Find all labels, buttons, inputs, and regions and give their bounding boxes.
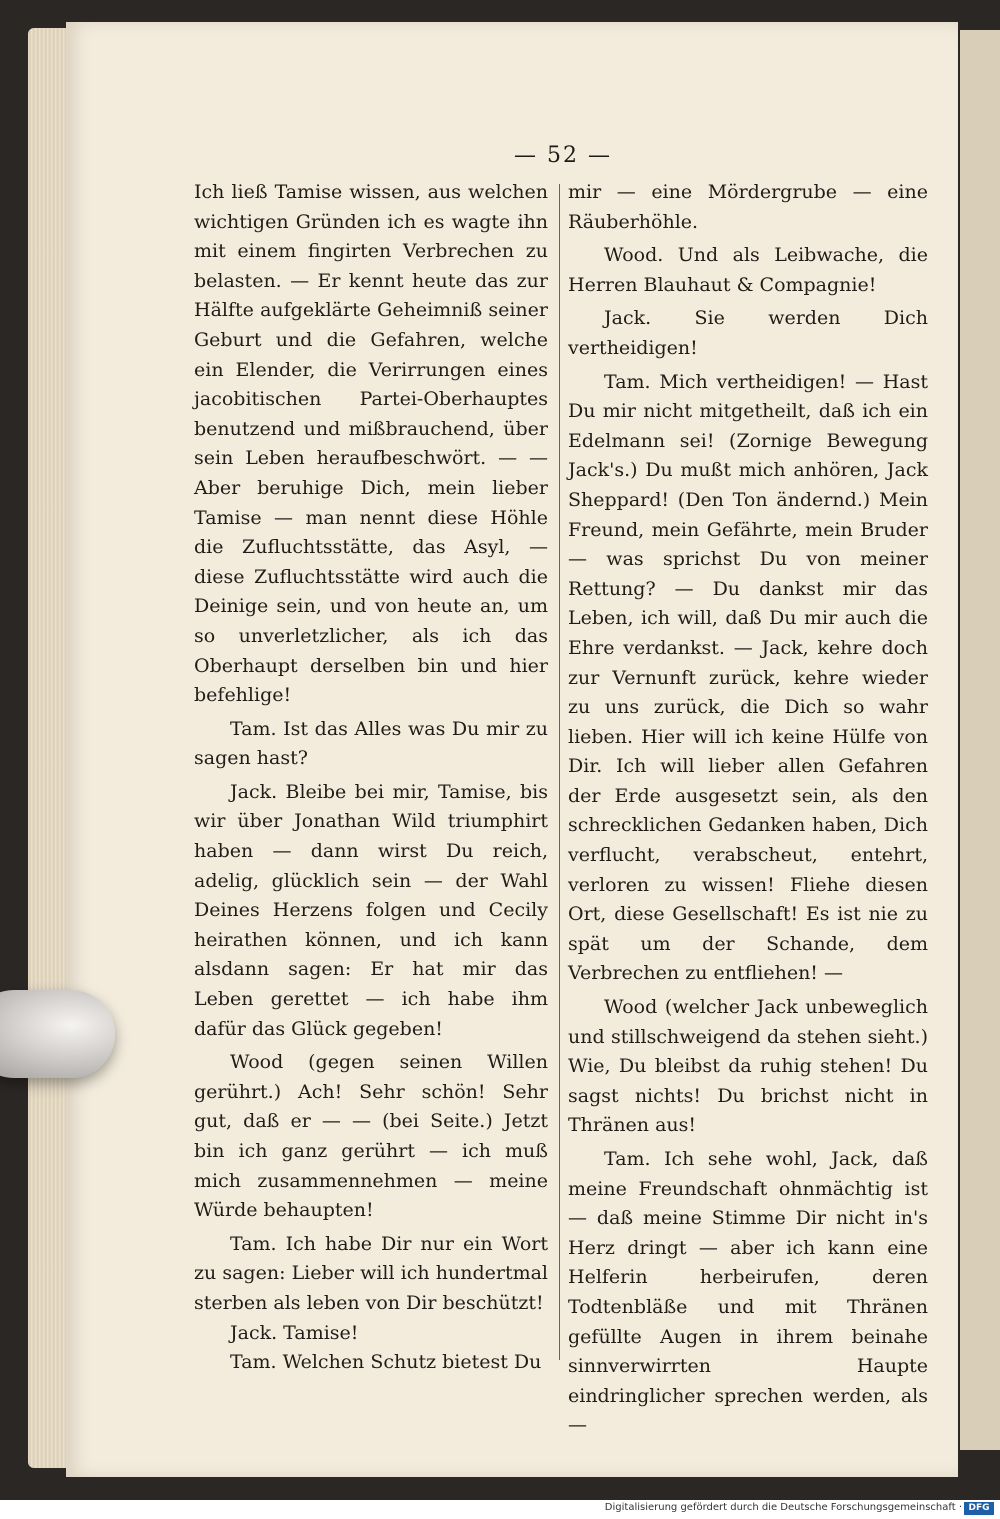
paragraph: Tam. Mich vertheidigen! — Hast Du mir nicht mitgetheilt, daß ich ein Edelmann sei! (Zornige Bewegung Jack's.) Du mußt mich anhören, Jack Sheppard! (Den Ton ändernd.) Mein Freund, mein Gefährte, mein Bruder — was sprichst Du von meiner Rettung? — Du dankst mir das Leben, ich will, daß Du mir auch die Ehre verdankst. — Jack, kehre doch zur Vernunft zurück, kehre wieder zu uns zurück, die Dich so wahr lieben. Hier will ich keine Hülfe von Dir. Ich will lieber allen Gefahren der Erde ausgesetzt sein, als den schrecklichen Gedanken haben, Dich verflucht, verabscheut, entehrt, verloren zu wissen! Fliehe diesen Ort, diese Gesellschaft! Es ist nie zu spät um der Schande, dem Verbrechen zu entfliehen! — — [568, 370, 928, 985]
paragraph: Jack. Bleibe bei mir, Tamise, bis wir über Jonathan Wild triumphirt haben — dann wirst Du reich, adelig, glücklich sein — der Wahl Deines Herzens folgen und Cecily heirathen können, und ich kann alsdann sagen: Er hat mir das Leben gerettet — ich habe ihm dafür das Glück gegeben! — [194, 780, 548, 1040]
paragraph: Jack. Tamise! — [230, 1321, 359, 1344]
right-column — [568, 178, 928, 1441]
paragraph: Jack. Sie werden Dich vertheidigen! — [568, 307, 928, 359]
page-number: — 52 — — [514, 143, 612, 168]
dfg-logo: DFG — [964, 1502, 994, 1515]
left-column — [194, 178, 548, 1378]
paragraph: Wood. Und als Leibwache, die Herren Blauhaut & Compagnie! — [568, 244, 928, 296]
facing-page-edge — [960, 30, 1000, 1450]
column-divider — [559, 184, 560, 1360]
paragraph: Tam. Ich sehe wohl, Jack, daß meine Freundschaft ohnmächtig ist — daß meine Stimme Dir nicht in's Herz dringt — aber ich kann eine Helferin herbeirufen, deren Todtenbläße und mit Thränen gefüllte Augen in ihrem beinahe sinnverwirrten Haupte eindringlicher sprechen werden, als — — [568, 1148, 928, 1437]
paragraph: Tam. Ist das Alles was Du mir zu sagen hast? — [194, 717, 548, 770]
paragraph: Tam. Welchen Schutz bietest Du — [230, 1351, 542, 1374]
footer-credit: Digitalisierung gefördert durch die Deutsche Forschungsgemeinschaft · — [604, 1502, 962, 1513]
paragraph: Wood (gegen seinen Willen gerührt.) Ach! Sehr schön! Sehr gut, daß er — — (bei Seite.) Jetzt bin ich ganz gerührt — ich muß mich zusammennehmen — meine Würde behaupten! — [194, 1051, 548, 1222]
paragraph: mir — eine Mördergrube — eine Räuberhöhle. — [568, 181, 928, 233]
paragraph: Tam. Ich habe Dir nur ein Wort zu sagen: Lieber will ich hundertmal sterben als leben von Dir beschützt! — [194, 1232, 548, 1314]
paragraph: Wood (welcher Jack unbeweglich und stillschweigend da stehen sieht.) Wie, Du bleibst da ruhig stehen! Du sagst nichts! Du brichst nicht in Thränen aus! — [568, 996, 928, 1137]
paragraph: Ich ließ Tamise wissen, aus welchen wichtigen Gründen ich es wagte ihn mit einem fingirten Verbrechen zu belasten. — Er kennt heute das zur Hälfte aufgeklärte Geheimniß seiner Geburt und die Gefahren, welche ein Elender, die Verirrungen eines jacobitischen Partei-Oberhauptes benutzend und mißbrauchend, über sein Leben heraufbeschwört. — — Aber beruhige Dich, mein lieber Tamise — man nennt diese Höhle die Zufluchtsstätte, das Asyl, — diese Zufluchtsstätte wird auch die Deinige sein, und von heute an, um so unverletzlicher, als ich das Oberhaupt derselben bin und hier befehlige! — [194, 181, 548, 707]
scanner-thumb — [0, 990, 115, 1078]
